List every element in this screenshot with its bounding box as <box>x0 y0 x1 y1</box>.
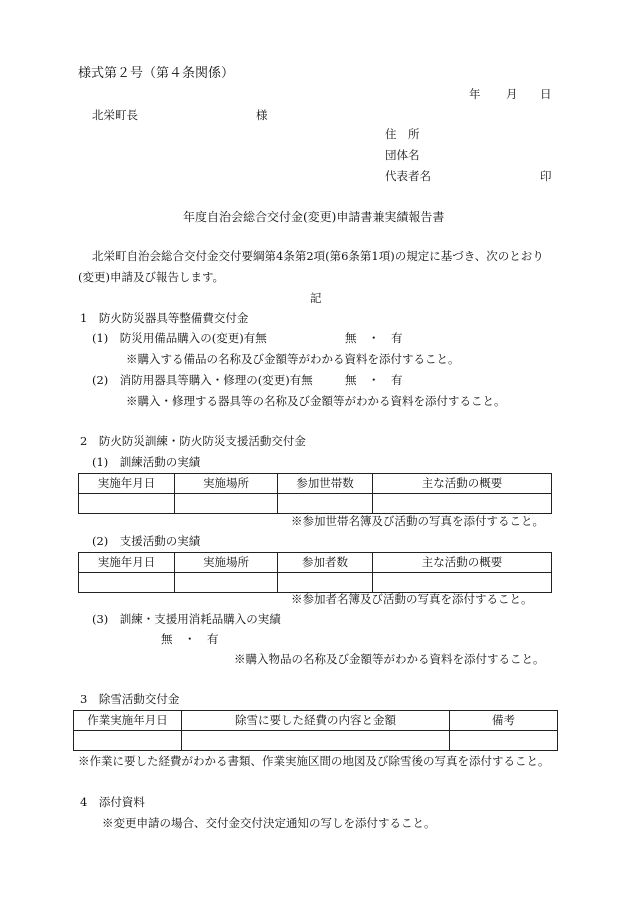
date-month-label: 月 <box>506 87 518 101</box>
table-header-row <box>79 474 552 494</box>
section4-heading: 4 添付資料 <box>80 795 145 809</box>
date-day-label: 日 <box>540 87 552 101</box>
table-cell[interactable] <box>373 573 552 593</box>
ki-mark: 記 <box>310 291 322 305</box>
table-cell[interactable] <box>373 494 552 514</box>
section1-item1-note: ※購入する備品の名称及び金額等がわかる資料を添付すること。 <box>126 352 460 366</box>
section1-heading: 1 防火防災器具等整備費交付金 <box>80 311 249 325</box>
org-name-label: 団体名 <box>385 148 420 162</box>
document-title: 年度自治会総合交付金(変更)申請書兼実績報告書 <box>183 210 445 224</box>
training-table-note: ※参加世帯名簿及び活動の写真を添付すること。 <box>291 514 544 528</box>
support-activity-table <box>78 552 552 593</box>
table-cell[interactable] <box>278 573 373 593</box>
table-cell[interactable] <box>450 731 558 751</box>
table-header-cell: 備考 <box>450 711 558 731</box>
section2-sub2: (2) 支援活動の実績 <box>92 534 201 548</box>
section2-sub1: (1) 訓練活動の実績 <box>92 455 201 469</box>
table-cell[interactable] <box>79 573 175 593</box>
honorific: 様 <box>256 108 268 122</box>
section3-heading: 3 除雪活動交付金 <box>80 692 180 706</box>
support-table-note: ※参加者名簿及び活動の写真を添付すること。 <box>291 592 533 606</box>
table-cell[interactable] <box>175 573 278 593</box>
table-cell[interactable] <box>74 731 182 751</box>
table-cell[interactable] <box>278 494 373 514</box>
table-header-cell: 主な活動の概要 <box>373 553 552 573</box>
section2-sub3-note: ※購入物品の名称及び金額等がわかる資料を添付すること。 <box>234 652 545 666</box>
section1-item2-options: 無 ・ 有 <box>345 373 403 387</box>
table-header-cell: 作業実施年月日 <box>74 711 182 731</box>
section1-item2-note: ※購入・修理する器具等の名称及び金額等がわかる資料を添付すること。 <box>126 394 506 408</box>
table-header-cell: 参加世帯数 <box>278 474 373 494</box>
table-header-cell: 除雪に要した経費の内容と金額 <box>182 711 450 731</box>
intro-line-1: 北栄町自治会総合交付金交付要綱第4条第2項(第6条第1項)の規定に基づき、次のとおり <box>92 249 544 263</box>
table-row <box>74 731 558 751</box>
form-number: 様式第２号（第４条関係） <box>78 66 235 81</box>
section4-note: ※変更申請の場合、交付金交付決定通知の写しを添付すること。 <box>102 816 436 830</box>
section3-note: ※作業に要した経費がわかる書類、作業実施区間の地図及び除雪後の写真を添付すること。 <box>78 754 550 768</box>
table-header-row <box>74 711 558 731</box>
table-cell[interactable] <box>182 731 450 751</box>
table-header-cell: 実施年月日 <box>79 553 175 573</box>
table-header-cell: 実施場所 <box>175 474 278 494</box>
table-header-row <box>79 553 552 573</box>
section1-item2-label: (2) 消防用器具等購入・修理の(変更)有無 <box>92 373 313 387</box>
training-activity-table <box>78 473 552 514</box>
section1-item1-options: 無 ・ 有 <box>345 331 403 345</box>
section1-item1-label: (1) 防災用備品購入の(変更)有無 <box>92 331 267 345</box>
table-header-cell: 参加者数 <box>278 553 373 573</box>
table-header-cell: 実施年月日 <box>79 474 175 494</box>
intro-line-2: (変更)申請及び報告します。 <box>78 270 225 284</box>
section2-sub3-options: 無 ・ 有 <box>161 632 219 646</box>
addressee: 北栄町長 <box>92 108 138 122</box>
snow-removal-table <box>73 710 558 751</box>
representative-label: 代表者名 <box>385 169 431 183</box>
table-row <box>79 573 552 593</box>
table-cell[interactable] <box>79 494 175 514</box>
table-header-cell: 実施場所 <box>175 553 278 573</box>
table-cell[interactable] <box>175 494 278 514</box>
table-row <box>79 494 552 514</box>
seal-mark: 印 <box>540 169 552 183</box>
address-label: 住 所 <box>385 127 420 141</box>
date-year-label: 年 <box>469 87 481 101</box>
table-header-cell: 主な活動の概要 <box>373 474 552 494</box>
section2-heading: 2 防火防災訓練・防火防災支援活動交付金 <box>80 434 306 448</box>
section2-sub3: (3) 訓練・支援用消耗品購入の実績 <box>92 612 281 626</box>
